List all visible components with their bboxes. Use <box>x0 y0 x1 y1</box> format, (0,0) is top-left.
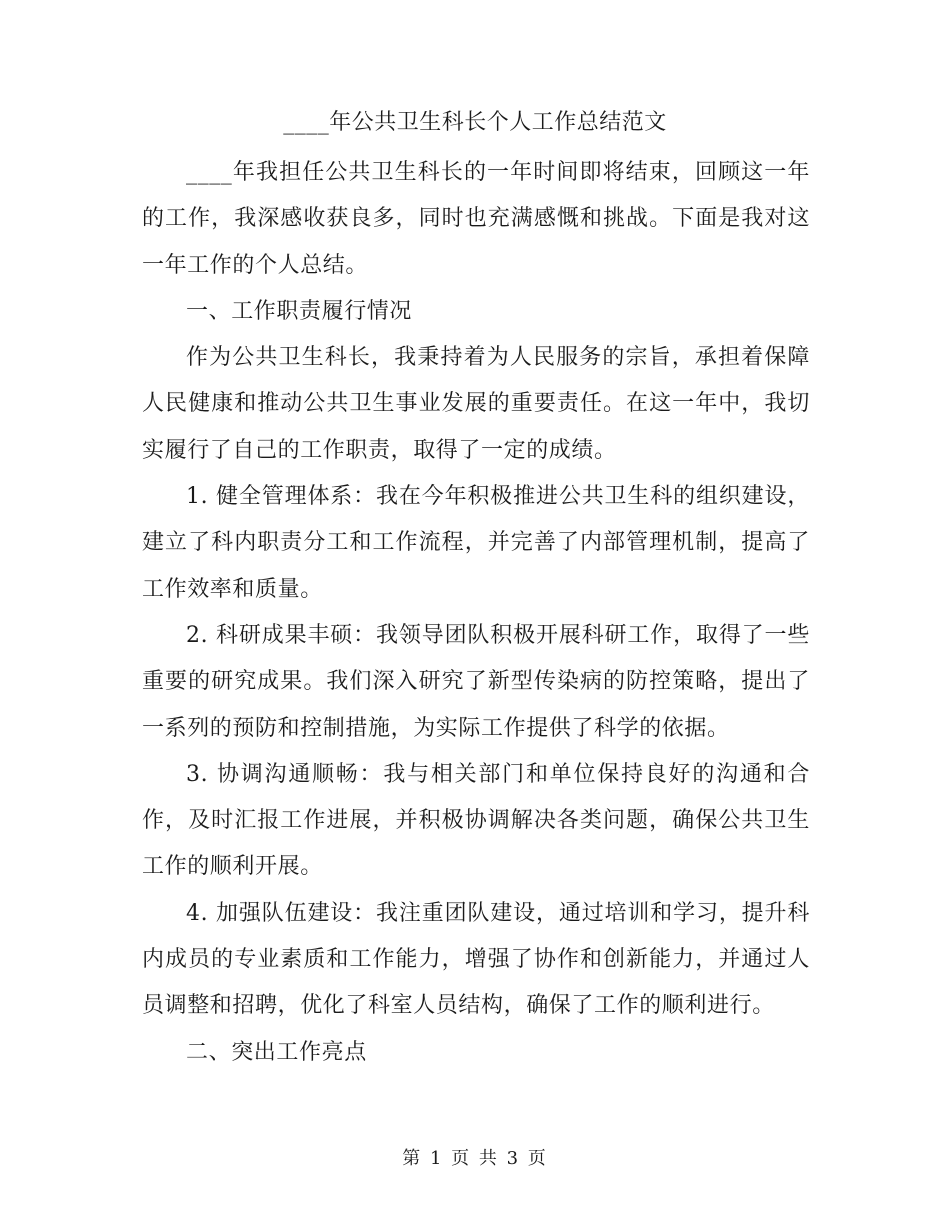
document-title: ____年公共卫生科长个人工作总结范文 <box>283 110 667 135</box>
paragraph-duties: 作为公共卫生科长，我秉持着为人民服务的宗旨，承担着保障人民健康和推动公共卫生事业发展的重要责任。在这一年中，我切实履行了自己的工作职责，取得了一定的成绩。 <box>142 345 810 463</box>
list-item-1: 1. 健全管理体系：我在今年积极推进公共卫生科的组织建设，建立了科内职责分工和工作流程，并完善了内部管理机制，提高了工作效率和质量。 <box>142 484 810 602</box>
list-item-2: 2. 科研成果丰硕：我领导团队积极开展科研工作，取得了一些重要的研究成果。我们深入研究了新型传染病的防控策略，提出了一系列的预防和控制措施，为实际工作提供了科学的依据。 <box>142 622 810 741</box>
page-footer: 第 1 页 共 3 页 <box>402 1148 548 1169</box>
list-item-3: 3. 协调沟通顺畅：我与相关部门和单位保持良好的沟通和合作，及时汇报工作进展，并积极协调解决各类问题，确保公共卫生工作的顺利开展。 <box>142 761 810 880</box>
section-heading-2: 二、突出工作亮点 <box>186 1039 367 1065</box>
list-item-4: 4. 加强队伍建设：我注重团队建设，通过培训和学习，提升科内成员的专业素质和工作能力，增强了协作和创新能力，并通过人员调整和招聘，优化了科室人员结构，确保了工作的顺利进行。 <box>142 900 810 1019</box>
document-body <box>142 150 810 1076</box>
paragraph-intro: ____年我担任公共卫生科长的一年时间即将结束，回顾这一年的工作，我深感收获良多，同时也充满感慨和挑战。下面是我对这一年工作的个人总结。 <box>142 160 810 278</box>
section-heading-1: 一、工作职责履行情况 <box>186 298 413 324</box>
